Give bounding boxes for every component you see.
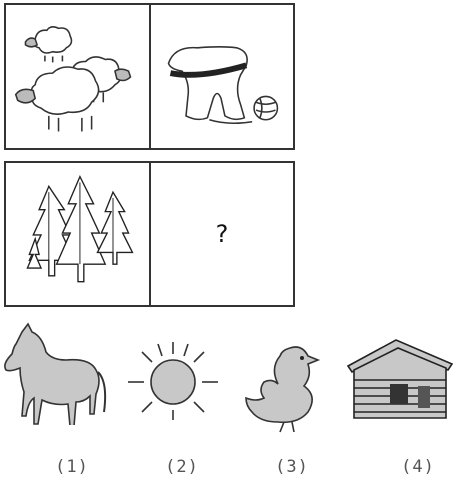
bird-icon (244, 338, 330, 434)
question-mark: ? (215, 220, 229, 248)
pine-trees-panel (4, 161, 151, 307)
option-3[interactable] (244, 338, 330, 434)
log-cabin-icon (344, 336, 456, 426)
sun-icon (124, 340, 222, 420)
option-4-label: (4) (401, 457, 435, 477)
option-3-label: (3) (275, 457, 309, 477)
option-1[interactable] (2, 320, 114, 425)
option-1-label: (1) (55, 457, 89, 477)
sheep-icon (6, 5, 149, 148)
option-2[interactable] (124, 340, 222, 420)
wool-scarf-panel (149, 3, 295, 150)
pine-trees-icon (6, 163, 149, 305)
sheep-panel (4, 3, 151, 150)
option-2-label: (2) (165, 457, 199, 477)
option-4[interactable] (344, 336, 456, 426)
horse-icon (2, 320, 114, 425)
answer-panel (149, 161, 295, 307)
wool-scarf-icon (151, 5, 293, 148)
